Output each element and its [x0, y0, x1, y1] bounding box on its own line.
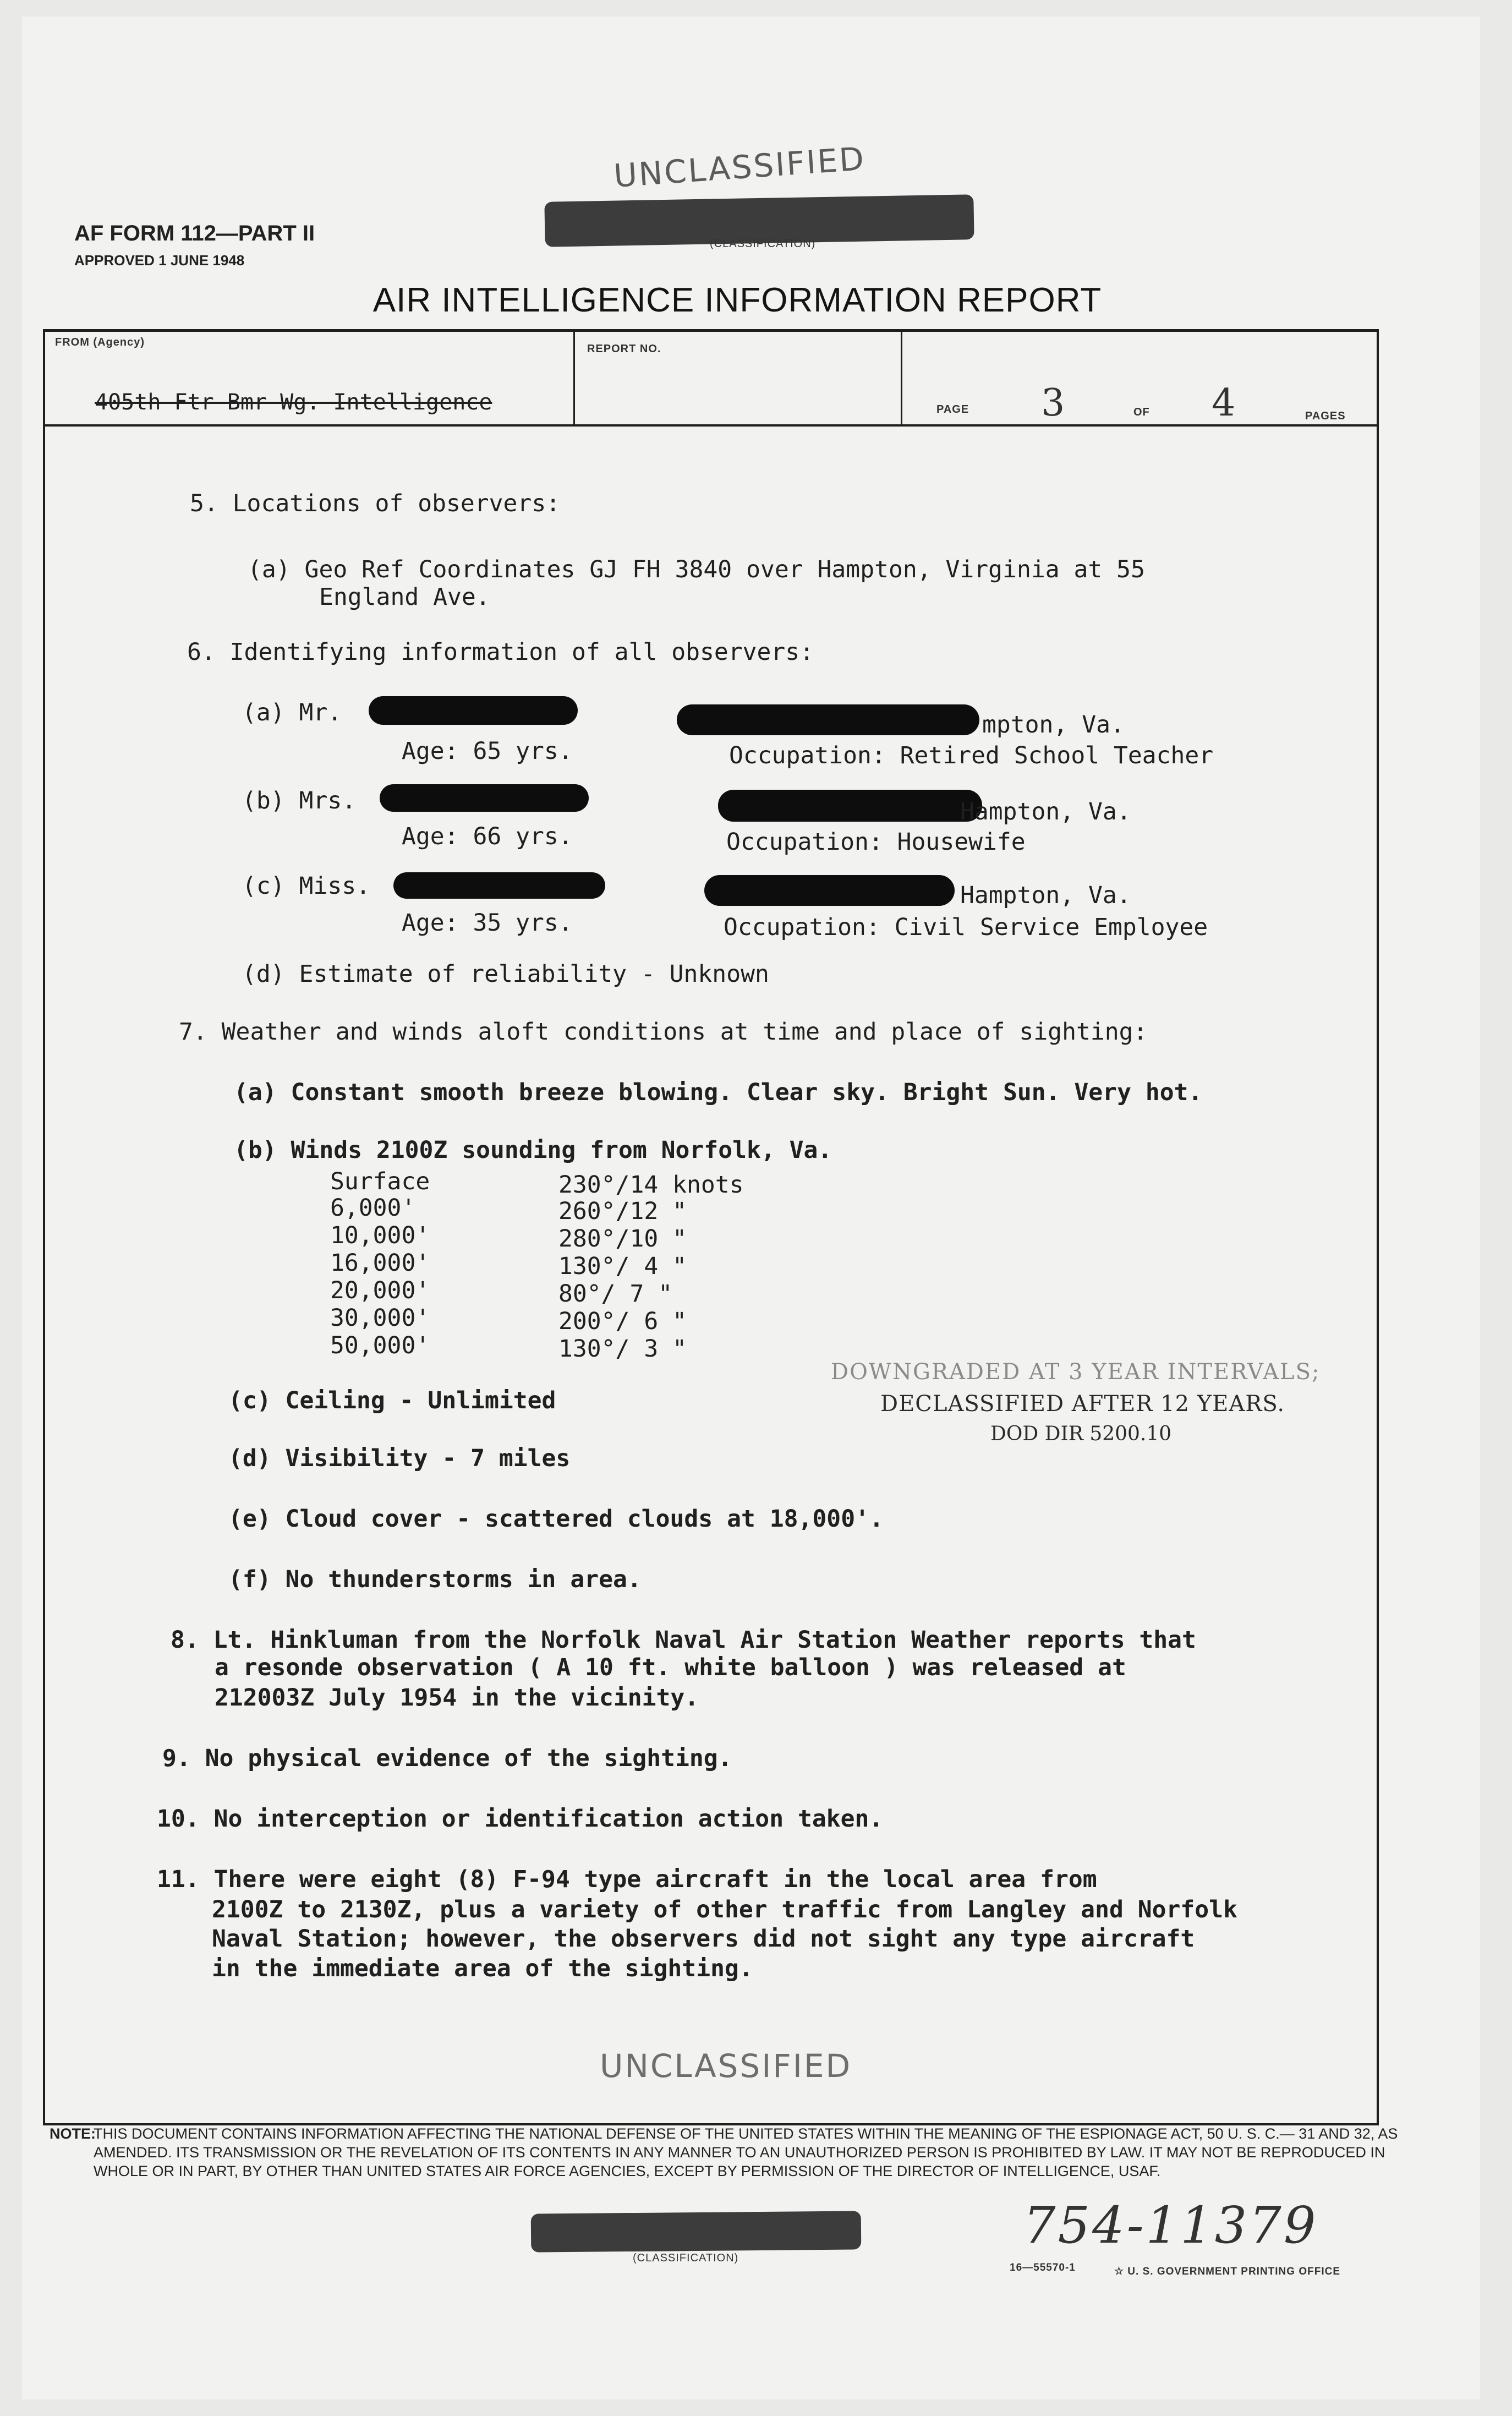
observer-b-prefix: (b) Mrs.: [242, 787, 357, 815]
wind-val-0: 230°/14 knots: [558, 1171, 744, 1199]
section-11-line2: 2100Z to 2130Z, plus a variety of other traffic from Langley and Norfolk: [212, 1896, 1237, 1923]
section-8-line2: a resonde observation ( A 10 ft. white balloon ) was released at: [215, 1654, 1126, 1681]
document-page: [22, 17, 1480, 2399]
wind-val-1: 260°/12 ": [558, 1198, 687, 1225]
section-7f: (f) No thunderstorms in area.: [228, 1566, 642, 1593]
downgrade-line-3: DOD DIR 5200.10: [990, 1423, 1172, 1445]
observer-c-prefix: (c) Miss.: [242, 872, 370, 900]
of-label: OF: [1133, 406, 1150, 418]
downgrade-line-1: DOWNGRADED AT 3 YEAR INTERVALS;: [831, 1359, 1321, 1385]
wind-val-4: 80°/ 7 ": [558, 1280, 673, 1308]
legal-note: [50, 2124, 1409, 2180]
divider-2: [901, 332, 902, 424]
total-pages: 4: [1212, 381, 1236, 425]
redaction-c-address: [704, 875, 955, 906]
observer-c-city: Hampton, Va.: [960, 882, 1131, 909]
form-id: AF FORM 112—PART II: [74, 221, 315, 245]
classification-caption-bottom: (CLASSIFICATION): [633, 2252, 739, 2264]
classification-bar-bottom: [531, 2211, 862, 2252]
section-11-line4: in the immediate area of the sighting.: [212, 1955, 753, 1982]
section-5a-line2: England Ave.: [319, 583, 490, 611]
observer-a-prefix: (a) Mr.: [242, 699, 342, 726]
section-5-heading: 5. Locations of observers:: [190, 490, 561, 517]
section-7-heading: 7. Weather and winds aloft conditions at time and place of sighting:: [179, 1018, 1148, 1046]
section-7a: (a) Constant smooth breeze blowing. Clear sky. Bright Sun. Very hot.: [234, 1079, 1203, 1106]
classification-stamp-top: UNCLASSIFIED: [612, 140, 867, 195]
wind-alt-6: 50,000': [330, 1332, 430, 1359]
observer-a-age: Age: 65 yrs.: [402, 737, 573, 765]
wind-val-3: 130°/ 4 ": [558, 1253, 687, 1280]
wind-val-5: 200°/ 6 ": [558, 1308, 687, 1335]
observer-b-age: Age: 66 yrs.: [402, 823, 573, 850]
printer-imprint: ☆ U. S. GOVERNMENT PRINTING OFFICE: [1114, 2266, 1340, 2277]
section-7b: (b) Winds 2100Z sounding from Norfolk, Va.: [234, 1136, 832, 1164]
redaction-b-address: [718, 790, 982, 822]
section-11-line3: Naval Station; however, the observers did not sight any type aircraft: [212, 1925, 1195, 1953]
classification-stamp-bottom: UNCLASSIFIED: [600, 2047, 852, 2085]
section-11-line1: 11. There were eight (8) F-94 type aircraft in the local area from: [157, 1866, 1097, 1893]
section-7c: (c) Ceiling - Unlimited: [228, 1387, 556, 1414]
classification-caption-top: (CLASSIFICATION): [710, 238, 816, 250]
wind-alt-1: 6,000': [330, 1194, 416, 1222]
wind-alt-5: 30,000': [330, 1304, 430, 1332]
from-label: FROM (Agency): [55, 336, 145, 348]
page-number: 3: [1041, 381, 1065, 425]
section-8-line3: 212003Z July 1954 in the vicinity.: [215, 1684, 699, 1712]
wind-alt-3: 16,000': [330, 1249, 430, 1277]
from-value: 405th Ftr Bmr Wg. Intelligence: [95, 390, 492, 415]
header-rule: [45, 424, 1377, 427]
pages-label: PAGES: [1305, 410, 1346, 422]
section-8-line1: 8. Lt. Hinkluman from the Norfolk Naval Air Station Weather reports that: [171, 1626, 1196, 1654]
section-10: 10. No interception or identification action taken.: [157, 1805, 884, 1833]
redaction-c-name: [393, 872, 605, 899]
note-text: THIS DOCUMENT CONTAINS INFORMATION AFFECTING THE NATIONAL DEFENSE OF THE UNITED STATES WITHIN THE MEANING OF THE ESPIONAGE ACT, 50 U. S. C.— 31 AND 32, AS AMENDED. ITS TRANSMISSION OR THE REVELATION OF ITS CONTENTS IN ANY MANNER TO AN UNAUTHORIZED PERSON IS PROHIBITED BY LAW. IT MAY NOT BE REPRODUCED IN WHOLE OR IN PART, BY OTHER THAN UNITED STATES AIR FORCE AGENCIES, EXCEPT BY PERMISSION OF THE DIRECTOR OF INTELLIGENCE, USAF.: [94, 2125, 1398, 2179]
page-label: PAGE: [936, 403, 969, 416]
observer-a-city: mpton, Va.: [982, 711, 1125, 739]
form-code: 16—55570-1: [1010, 2262, 1076, 2273]
section-9: 9. No physical evidence of the sighting.: [162, 1745, 732, 1772]
section-7e: (e) Cloud cover - scattered clouds at 18,000'.: [228, 1505, 884, 1533]
form-approved-date: APPROVED 1 JUNE 1948: [74, 252, 245, 269]
wind-alt-2: 10,000': [330, 1222, 430, 1249]
observer-d-reliability: (d) Estimate of reliability - Unknown: [242, 960, 769, 988]
observer-c-occupation: Occupation: Civil Service Employee: [724, 914, 1208, 941]
wind-alt-4: 20,000': [330, 1277, 430, 1304]
report-frame: [43, 329, 1379, 2125]
report-no-label: REPORT NO.: [587, 343, 661, 355]
redaction-a-name: [369, 696, 578, 725]
observer-b-occupation: Occupation: Housewife: [726, 828, 1026, 856]
observer-a-occupation: Occupation: Retired School Teacher: [729, 742, 1214, 769]
wind-val-6: 130°/ 3 ": [558, 1335, 687, 1363]
report-title: AIR INTELLIGENCE INFORMATION REPORT: [372, 281, 1102, 319]
redaction-a-address: [677, 704, 979, 735]
section-7d: (d) Visibility - 7 miles: [228, 1445, 571, 1472]
handwritten-number: 754-11379: [1023, 2196, 1318, 2255]
downgrade-line-2: DECLASSIFIED AFTER 12 YEARS.: [880, 1391, 1285, 1417]
observer-b-city: Hampton, Va.: [960, 798, 1131, 826]
divider-1: [573, 332, 575, 424]
section-6-heading: 6. Identifying information of all observers:: [187, 638, 814, 666]
observer-c-age: Age: 35 yrs.: [402, 909, 573, 937]
redaction-b-name: [380, 784, 589, 812]
note-head: NOTE:: [50, 2125, 96, 2142]
section-5a-line1: (a) Geo Ref Coordinates GJ FH 3840 over Hampton, Virginia at 55: [248, 556, 1145, 583]
wind-alt-0: Surface: [330, 1168, 430, 1195]
wind-val-2: 280°/10 ": [558, 1225, 687, 1253]
